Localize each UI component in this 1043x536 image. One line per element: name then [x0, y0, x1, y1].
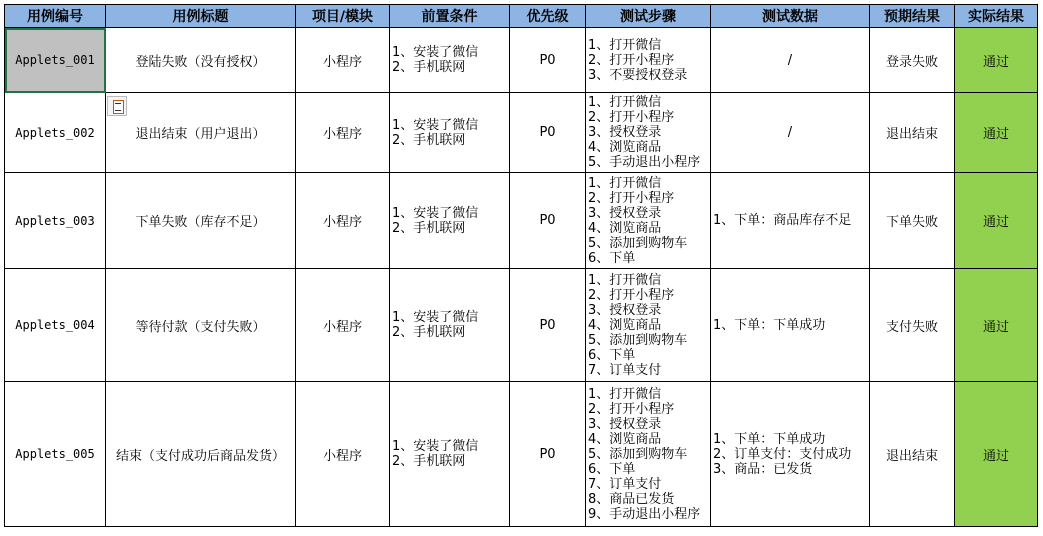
cell-case-title[interactable]: 登陆失败（没有授权）: [106, 28, 296, 93]
cell-steps[interactable]: 1、打开微信 2、打开小程序 3、授权登录 4、浏览商品 5、添加到购物车 6、下单 7、订单支付 8、商品已发货 9、手动退出小程序: [586, 382, 711, 527]
cell-module[interactable]: 小程序: [296, 269, 390, 382]
header-row: [5, 5, 1038, 28]
cell-module[interactable]: 小程序: [296, 28, 390, 93]
header-precondition[interactable]: 前置条件: [390, 5, 510, 28]
cell-case-id[interactable]: Applets_003: [5, 173, 106, 269]
cell-priority[interactable]: P0: [510, 173, 586, 269]
header-test-data[interactable]: 测试数据: [711, 5, 870, 28]
cell-module[interactable]: 小程序: [296, 93, 390, 173]
table-row: [5, 382, 1038, 527]
cell-priority[interactable]: P0: [510, 382, 586, 527]
cell-steps[interactable]: 1、打开微信 2、打开小程序 3、不要授权登录: [586, 28, 711, 93]
header-actual[interactable]: 实际结果: [955, 5, 1038, 28]
cell-case-title[interactable]: 等待付款（支付失败）: [106, 269, 296, 382]
cell-expected[interactable]: 下单失败: [870, 173, 955, 269]
cell-steps[interactable]: 1、打开微信 2、打开小程序 3、授权登录 4、浏览商品 5、添加到购物车 6、下单: [586, 173, 711, 269]
cell-steps[interactable]: 1、打开微信 2、打开小程序 3、授权登录 4、浏览商品 5、添加到购物车 6、下单 7、订单支付: [586, 269, 711, 382]
test-case-table: [4, 4, 1038, 527]
cell-precondition[interactable]: 1、安装了微信 2、手机联网: [390, 173, 510, 269]
cell-steps[interactable]: 1、打开微信 2、打开小程序 3、授权登录 4、浏览商品 5、手动退出小程序: [586, 93, 711, 173]
cell-test-data[interactable]: 1、下单：商品库存不足: [711, 173, 870, 269]
header-case-title[interactable]: 用例标题: [106, 5, 296, 28]
cell-expected[interactable]: 支付失败: [870, 269, 955, 382]
cell-module[interactable]: 小程序: [296, 173, 390, 269]
cell-priority[interactable]: P0: [510, 93, 586, 173]
cell-test-data[interactable]: 1、下单：下单成功 2、订单支付：支付成功 3、商品：已发货: [711, 382, 870, 527]
cell-test-data[interactable]: 1、下单：下单成功: [711, 269, 870, 382]
cell-case-title[interactable]: 下单失败（库存不足）: [106, 173, 296, 269]
cell-test-data[interactable]: /: [711, 28, 870, 93]
cell-precondition[interactable]: 1、安装了微信 2、手机联网: [390, 93, 510, 173]
cell-priority[interactable]: P0: [510, 28, 586, 93]
header-steps[interactable]: 测试步骤: [586, 5, 711, 28]
cell-actual[interactable]: 通过: [955, 382, 1038, 527]
header-case-id[interactable]: 用例编号: [5, 5, 106, 28]
table-row: [5, 269, 1038, 382]
cell-expected[interactable]: 退出结束: [870, 382, 955, 527]
header-expected[interactable]: 预期结果: [870, 5, 955, 28]
cell-actual[interactable]: 通过: [955, 269, 1038, 382]
cell-case-title[interactable]: 结束（支付成功后商品发货）: [106, 382, 296, 527]
cell-expected[interactable]: 退出结束: [870, 93, 955, 173]
table-row: [5, 173, 1038, 269]
table-row: [5, 28, 1038, 93]
cell-expected[interactable]: 登录失败: [870, 28, 955, 93]
comment-note-icon[interactable]: [107, 96, 127, 116]
cell-case-id[interactable]: Applets_001: [5, 28, 106, 93]
cell-precondition[interactable]: 1、安装了微信 2、手机联网: [390, 269, 510, 382]
cell-priority[interactable]: P0: [510, 269, 586, 382]
cell-precondition[interactable]: 1、安装了微信 2、手机联网: [390, 382, 510, 527]
cell-test-data[interactable]: /: [711, 93, 870, 173]
cell-case-id[interactable]: Applets_002: [5, 93, 106, 173]
header-module[interactable]: 项目/模块: [296, 5, 390, 28]
cell-module[interactable]: 小程序: [296, 382, 390, 527]
cell-precondition[interactable]: 1、安装了微信 2、手机联网: [390, 28, 510, 93]
cell-case-id[interactable]: Applets_005: [5, 382, 106, 527]
table-row: [5, 93, 1038, 173]
cell-actual[interactable]: 通过: [955, 28, 1038, 93]
cell-case-id[interactable]: Applets_004: [5, 269, 106, 382]
cell-actual[interactable]: 通过: [955, 93, 1038, 173]
header-priority[interactable]: 优先级: [510, 5, 586, 28]
cell-actual[interactable]: 通过: [955, 173, 1038, 269]
cell-case-title[interactable]: 退出结束（用户退出）: [106, 93, 296, 173]
